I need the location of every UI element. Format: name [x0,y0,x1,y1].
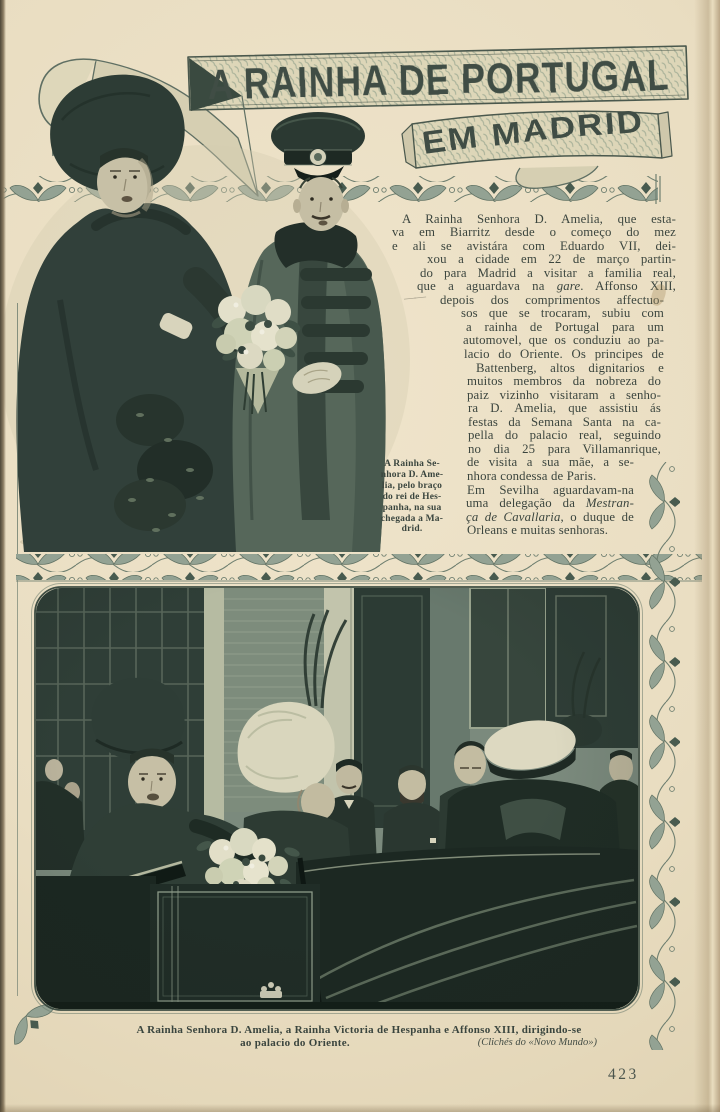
article-line: Em Sevilha aguardavam-na [467,482,634,497]
article-line: xou a cidade em 22 de março partin- [427,252,676,267]
article-line: no dia 25 para Villamanrique, [468,441,661,456]
photo1-caption-line: do rei de Hes- [382,491,442,502]
article-line: de visita a sua mãe, a se- [467,455,634,470]
photo-carriage [32,584,643,1014]
article-line: automovel, que os conduziu ao pa- [463,333,664,348]
article-line: lacio do Oriente. Os principes de [464,347,664,361]
article-line: uma delegação da Mestran- [466,496,634,511]
article-line: ra D. Amelia, que assistiu ás [468,401,661,416]
article-line: pella do palacio real, seguindo [468,428,661,443]
photo1-caption-line: A Rainha Se- [384,459,440,469]
article-line: que a aguardava na gare. Affonso XIII, [417,279,676,294]
page-number: 423 [608,1066,639,1083]
article-line: nhora condessa de Paris. [467,468,597,483]
page-edge-right [694,0,720,1112]
article-line: ça de Cavallaria, o duque de [466,509,634,524]
article-line: muitos membros da nobreza do [467,374,661,389]
article-line: e ali se avistára com Eduardo VII, dei- [392,238,676,253]
article-line: depois dos comprimentos affectuo- [440,292,664,307]
photo-credit: (Clichés do «Novo Mundo») [477,1037,597,1048]
article-line: Orleans e muitas senhoras. [467,523,609,538]
article-line: do para Madrid a visitar a familia real, [420,265,676,280]
photo1-caption-line: drid. [401,524,423,535]
photo1-caption-line: nhora D. Ame- [380,469,444,480]
masthead-title: A RAINHA DE PORTUGAL [207,51,637,110]
article-line: Battenberg, altos dignitarios e [476,360,664,375]
photo1-caption-line: lia, pelo braço [381,480,443,491]
article-line: festas da Semana Santa na ca- [468,414,661,429]
photo2-caption-line1: A Rainha Senhora D. Amelia, a Rainha Victoria de Hespanha e Affonso XIII, dirigindo-se [136,1024,582,1036]
photo1-caption [372,459,452,535]
article-line: A Rainha Senhora D. Amelia, que esta- [402,211,676,226]
article-line: sos que se trocaram, subiu com [461,306,664,321]
article-line: va em Biarritz desde o começo do mez [392,225,676,240]
photo1-caption-line: chegada a Ma- [380,513,444,524]
floral-band-right [646,462,680,1050]
photo2-caption-line2: ao palacio do Oriente. [240,1037,350,1049]
page-edge-left [0,0,6,1112]
pencil-mark: —— [403,288,425,306]
photo1-caption-line: panha, na sua [382,502,442,513]
article-line: paiz vizinho visitaram a senho- [467,387,661,402]
photo-queen-king [0,75,410,575]
page-edge-bottom [0,1104,720,1112]
masthead-subtitle: EM MADRID [420,103,643,161]
article-line: a rainha de Portugal para um [466,319,664,334]
floral-band-middle [16,554,702,581]
